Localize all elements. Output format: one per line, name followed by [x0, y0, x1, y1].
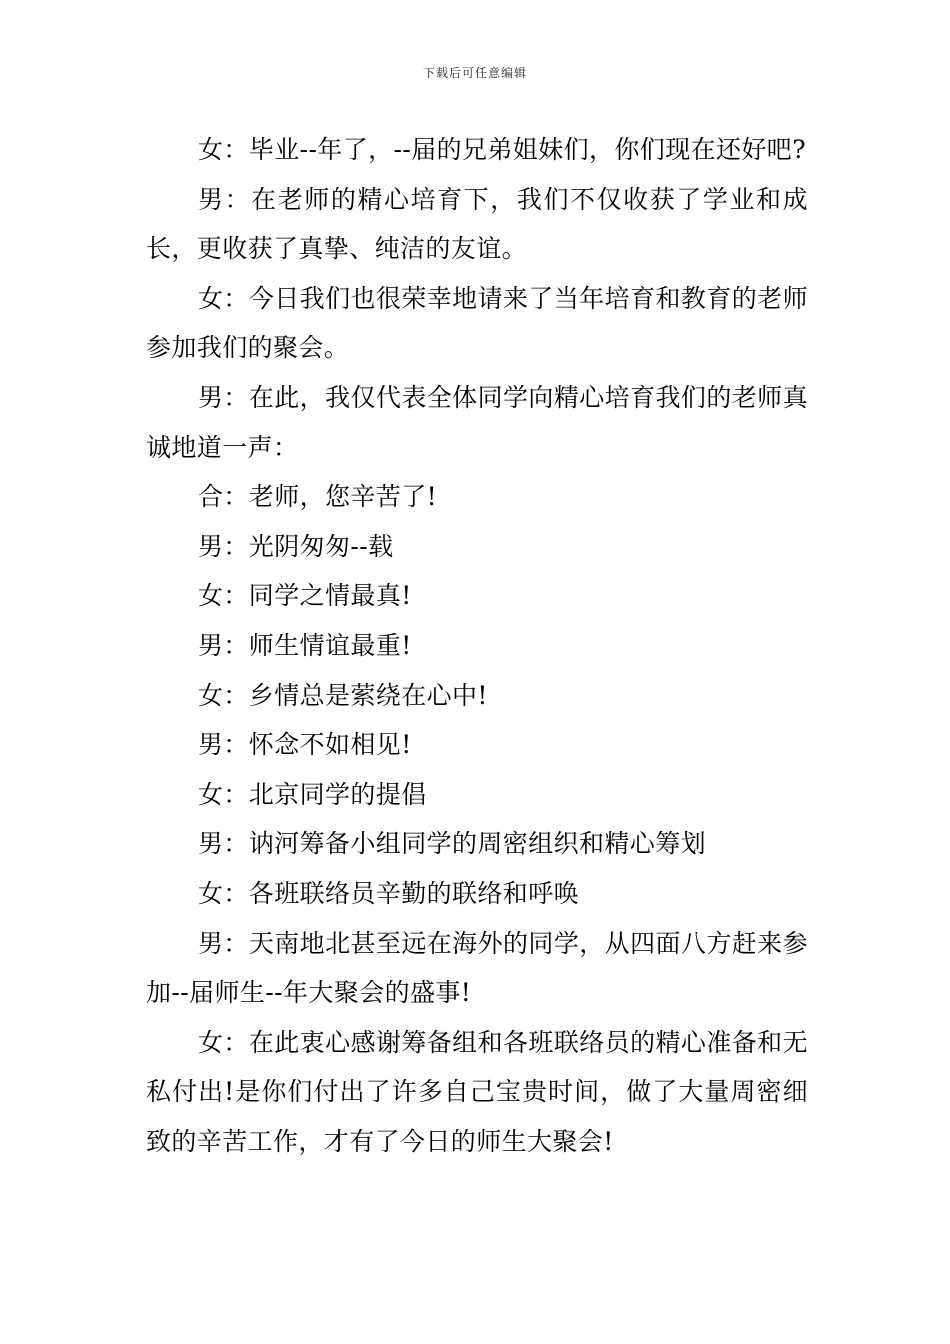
paragraph: 女：各班联络员辛勤的联络和呼唤 — [198, 878, 580, 908]
paragraph: 男：光阴匆匆--载 — [198, 531, 394, 561]
paragraph: 合：老师，您辛苦了! — [198, 482, 438, 512]
paragraph: 男：天南地北甚至远在海外的同学，从四面八方赶来参加--届师生--年大聚会的盛事! — [146, 928, 808, 1008]
paragraph: 女：乡情总是萦绕在心中! — [198, 680, 488, 710]
paragraph: 女：在此衷心感谢筹备组和各班联络员的精心准备和无私付出!是你们付出了许多自己宝贵时间，做了大量周密细致的辛苦工作，才有了今日的师生大聚会! — [146, 1027, 808, 1156]
paragraph: 女：同学之情最真! — [198, 581, 412, 611]
paragraph: 男：讷河筹备小组同学的周密组织和精心筹划 — [198, 829, 707, 859]
paragraph: 女：毕业--年了，--届的兄弟姐妹们，你们现在还好吧? — [198, 135, 806, 164]
paragraph: 女：北京同学的提倡 — [198, 779, 427, 809]
document-body — [146, 125, 808, 1166]
paragraph: 男：怀念不如相见! — [198, 730, 412, 760]
paragraph: 男：师生情谊最重! — [198, 630, 412, 660]
paragraph: 女：今日我们也很荣幸地请来了当年培育和教育的老师参加我们的聚会。 — [146, 283, 808, 363]
page-header: 下载后可任意编辑 — [422, 66, 527, 80]
paragraph: 男：在老师的精心培育下，我们不仅收获了学业和成长，更收获了真挚、纯洁的友谊。 — [146, 184, 808, 264]
paragraph: 男：在此，我仅代表全体同学向精心培育我们的老师真诚地道一声： — [146, 382, 808, 462]
